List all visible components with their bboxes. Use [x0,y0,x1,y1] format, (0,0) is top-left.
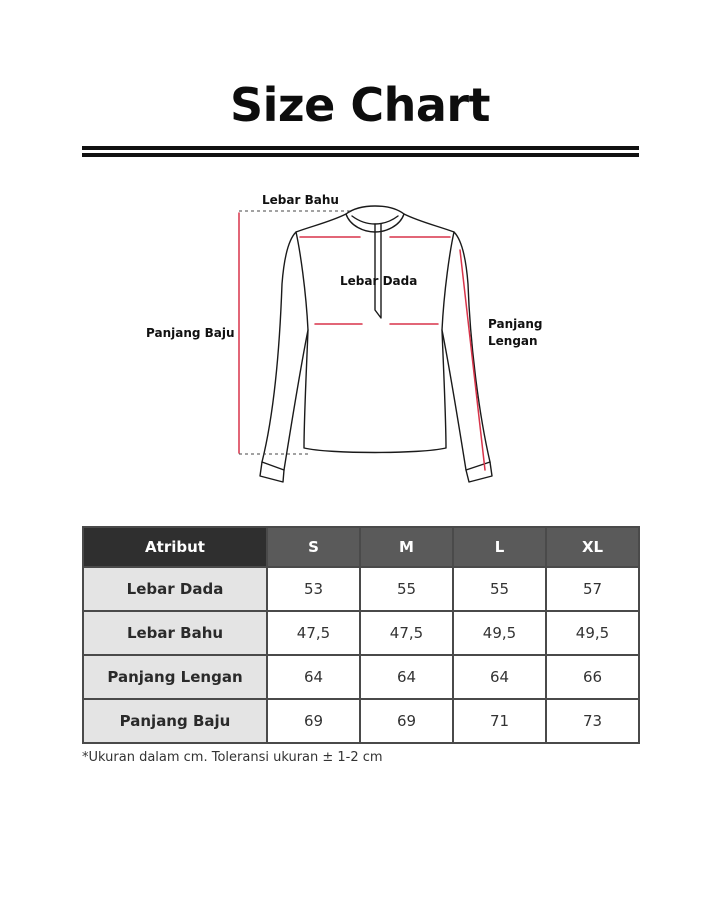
row-label: Panjang Baju [83,699,267,743]
label-lebar-bahu: Lebar Bahu [262,193,339,207]
label-lebar-dada: Lebar Dada [340,274,418,288]
measure-lines [239,213,485,470]
table-cell: 69 [267,699,360,743]
header-size-l: L [453,527,546,567]
header-size-xl: XL [546,527,639,567]
row-label: Lebar Dada [83,567,267,611]
label-panjang-lengan-line2: Lengan [488,334,538,348]
table-cell: 64 [360,655,453,699]
size-note: *Ukuran dalam cm. Toleransi ukuran ± 1-2 cm [82,750,383,765]
row-label: Lebar Bahu [83,611,267,655]
header-attribute: Atribut [83,527,267,567]
table-cell: 66 [546,655,639,699]
table-cell: 69 [360,699,453,743]
title-divider-bottom [82,153,639,157]
table-cell: 53 [267,567,360,611]
table-cell: 57 [546,567,639,611]
collar-inner [352,216,398,224]
table-cell: 55 [360,567,453,611]
label-panjang-lengan [488,316,550,350]
shirt-diagram [0,180,720,490]
table-cell: 73 [546,699,639,743]
table-cell: 64 [267,655,360,699]
placket [375,224,381,318]
right-sleeve-seam [442,232,454,330]
table-cell: 49,5 [453,611,546,655]
table-header-row [83,527,639,567]
table-cell: 47,5 [360,611,453,655]
header-size-m: M [360,527,453,567]
size-table [82,526,640,744]
table-cell: 55 [453,567,546,611]
table-row [83,699,639,743]
header-size-s: S [267,527,360,567]
label-panjang-lengan-line1: Panjang [488,317,543,331]
table-cell: 47,5 [267,611,360,655]
page-title: Size Chart [229,78,491,132]
table-cell: 64 [453,655,546,699]
sleeve-length-line [460,250,485,470]
shirt-body-outline [262,214,490,470]
table-cell: 49,5 [546,611,639,655]
table-cell: 71 [453,699,546,743]
title-divider-top [82,146,639,150]
shirt-illustration [0,180,720,490]
label-panjang-baju: Panjang Baju [146,326,235,340]
table-row [83,655,639,699]
table-row [83,567,639,611]
table-row [83,611,639,655]
left-sleeve-seam [296,232,308,330]
row-label: Panjang Lengan [83,655,267,699]
